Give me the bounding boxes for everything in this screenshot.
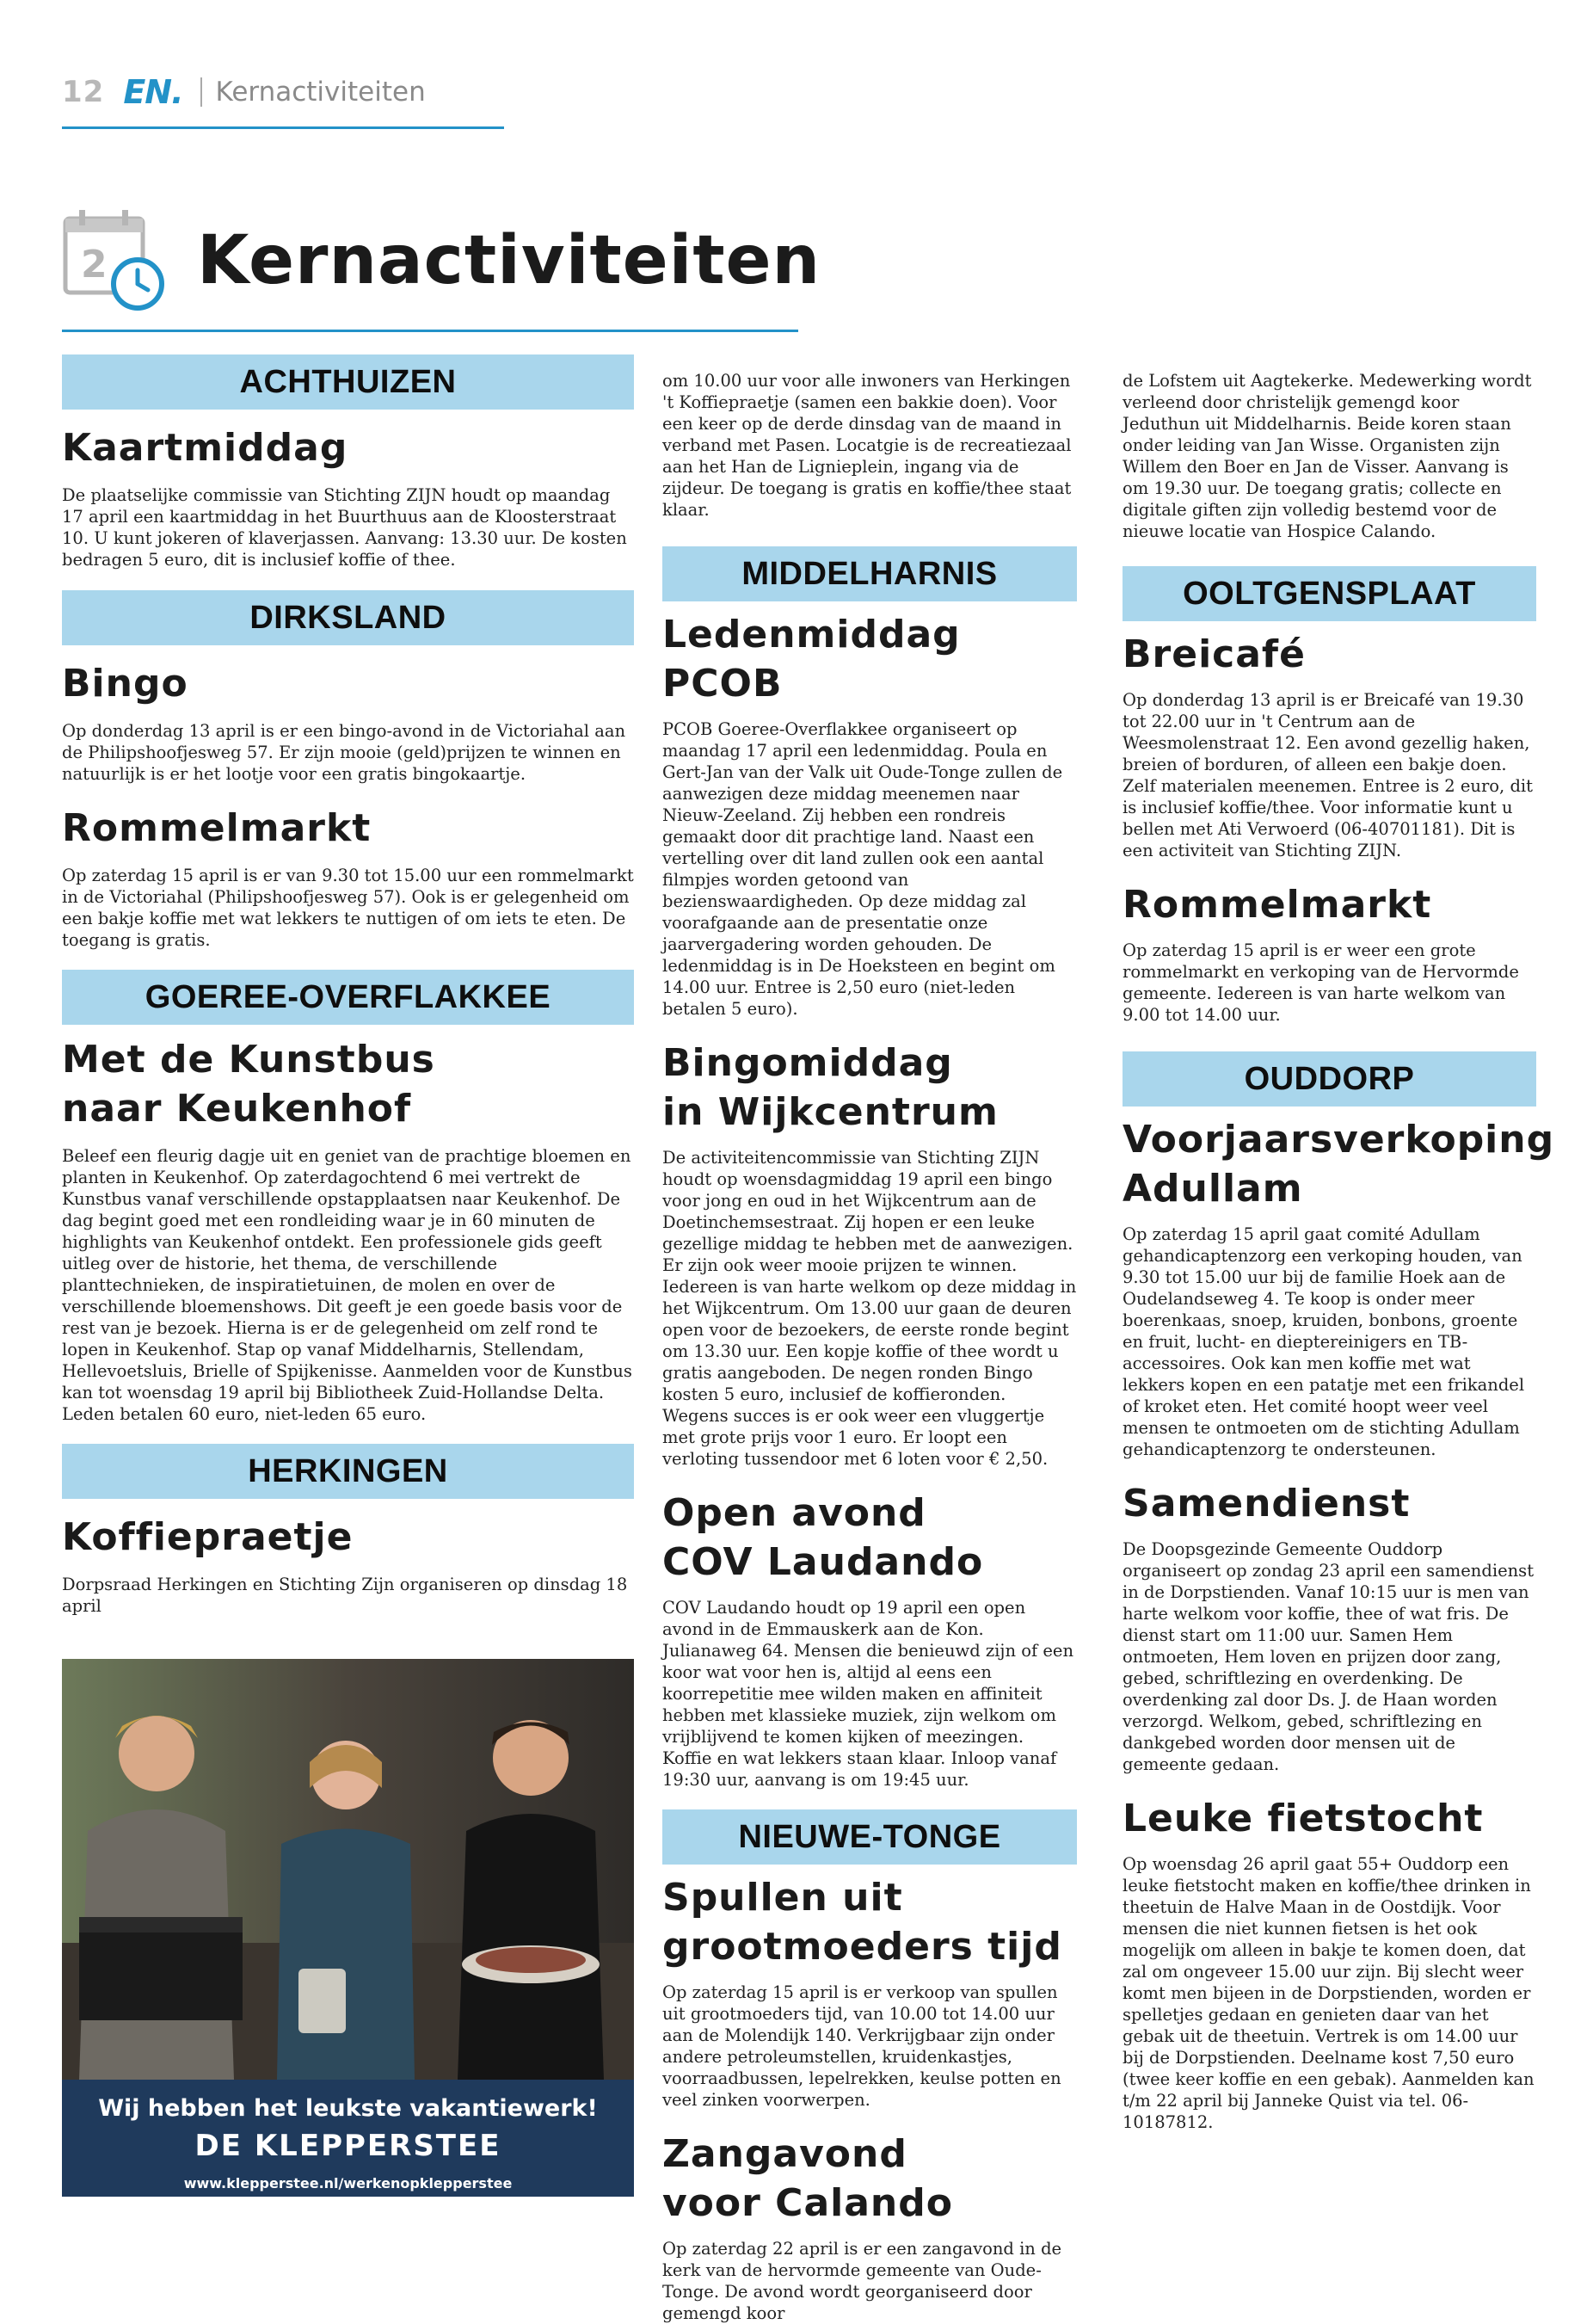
article-body: De activiteitencommissie van Stichting ZIJN houdt op woensdagmiddag 19 april een bingo voor jong en oud in het Wijkcentrum aan de Doetinchemsestraat. Zij hopen er een leuke gezellige middag te hebben met de aanwezigen. Er zijn ook weer mooie prijzen te winnen. Iedereen is van harte welkom op deze middag in het Wijkcentrum. Om 13.00 uur gaan de deuren open voor de bezoekers, de eerste ronde begint om 13.30 uur. Een kopje koffie of thee wordt u gratis aangeboden. De negen ronden Bingo kosten 5 euro, inclusief de koffieronden. Wegens succes is er ook weer een vluggertje met grote prijs voor 1 euro. Er loopt een verloting tussendoor met 6 loten voor € 2,50. bbox=[662, 1148, 1077, 1469]
calendar-digit: 2 bbox=[81, 243, 108, 287]
ad-slogan: Wij hebben het leukste vakantiewerk! bbox=[98, 2095, 598, 2122]
article-body: COV Laudando houdt op 19 april een open avond in de Emmauskerk aan de Kon. Julianaweg 64. Mensen die benieuwd zijn of een koor wat voor hen is, altijd al eens een koorrepetitie mee wilden maken en affiniteit hebben met klassieke muziek, zijn welkom om vrijblijvend te komen kijken of meezingen. Koffie en wat lekkers staan klaar. Inloop vanaf 19:30 uur, aanvang is om 19:45 uur. bbox=[662, 1598, 1074, 1790]
column-3 bbox=[1123, 354, 1555, 2133]
ad-url[interactable]: www.klepperstee.nl/werkenopklepperstee bbox=[183, 2175, 513, 2191]
article-body-continued: de Lofstem uit Aagtekerke. Medewerking wordt verleend door christelijk gemengd koor Jeduthun uit Middelharnis. Beide koren staan onder leiding van Jan Wisse. Organisten zijn Willem den Boer en Jan de Visser. Aanvang is om 19.30 uur. De toegang gratis; collecte en digitale giften zijn volledig bestemd voor de nieuwe locatie van Hospice Calando. bbox=[1123, 371, 1532, 541]
article-title: Samendienst bbox=[1123, 1482, 1411, 1526]
calendar-clock-icon bbox=[62, 207, 169, 314]
title-rule bbox=[62, 330, 798, 332]
article-title: Bingo bbox=[62, 662, 188, 706]
article-title-line: COV Laudando bbox=[662, 1540, 984, 1584]
article-body: Op donderdag 13 april is er een bingo-avond in de Victoriahal aan de Philipshoofjesweg 57. Er zijn mooie (geld)prijzen te winnen en natuurlijk is er het lootje voor een gratis bingokaartje. bbox=[62, 721, 626, 784]
article-title-line: grootmoeders tijd bbox=[662, 1925, 1062, 1969]
article-title: Ledenmiddag PCOB bbox=[662, 613, 961, 706]
article-body: Op zaterdag 15 april is er weer een grote rommelmarkt en verkoping van de Hervormde gemeente. Iedereen is van harte welkom van 9.00 tot 14.00 uur. bbox=[1123, 940, 1519, 1025]
article-title-line: voor Calando bbox=[662, 2181, 953, 2225]
article-title: Breicafé bbox=[1123, 632, 1306, 676]
region-band-ouddorp: OUDDORP bbox=[1123, 1051, 1536, 1107]
page-number: 12 bbox=[62, 75, 105, 109]
article-title-line: Met de Kunstbus bbox=[62, 1038, 435, 1082]
region-band-middelharnis: MIDDELHARNIS bbox=[662, 546, 1077, 601]
ad-brand: DE KLEPPERSTEE bbox=[194, 2129, 501, 2163]
column-1 bbox=[62, 354, 634, 1617]
article-body: Op donderdag 13 april is er Breicafé van 19.30 tot 22.00 uur in 't Centrum aan de Weesmolenstraat 12. Een avond gezellig haken, breien of borduren, of alleen een bakje doen. Zelf materialen meenemen. Entree is 2 euro, dit is inclusief koffie/thee. Voor informatie kunt u bellen met Ati Verwoerd (06-40701181). Dit is een activiteit van Stichting ZIJN. bbox=[1123, 690, 1533, 860]
article-body: De Doopsgezinde Gemeente Ouddorp organiseert op zondag 23 april een samendienst in de Dorpstienden. Vanaf 10:15 uur is men van harte welkom voor koffie, thee of wat fris. De dienst start om 11:00 uur. Samen Hem ontmoeten, Hem loven en prijzen door zang, gebed, schriftlezing en overdenking. De overdenking zal door Ds. J. de Haan worden verzorgd. Welkom, gebed, schriftlezing en dankgebed worden door mensen uit de gemeente gedaan. bbox=[1123, 1539, 1535, 1774]
article-body: PCOB Goeree-Overflakkee organiseert op maandag 17 april een ledenmiddag. Poula en Gert-Jan van der Valk uit Oude-Tonge zullen de aanwezigen deze middag meenemen naar Nieuw-Zeeland. Zij hebben een rondreis gemaakt door dit prachtige land. Naast een vertelling over dit land zullen ook een aantal filmpjes worden getoond van bezienswaardigheden. Op deze middag zal voorafgaande aan de presentatie onze jaarvergadering worden gehouden. De ledenmiddag is in De Hoeksteen en begint om 14.00 uur. Entree is 2,50 euro (niet-leden betalen 5 euro). bbox=[662, 719, 1063, 1019]
article-body: Op zaterdag 15 april is er van 9.30 tot 15.00 uur een rommelmarkt in de Victoriahal (Philipshoofjesweg 57). Ook is er gelegenheid om een bakje koffie met wat lekkers te nuttigen of om iets te eten. De toegang is gratis. bbox=[62, 866, 634, 950]
region-band-achthuizen: ACHTHUIZEN bbox=[62, 354, 634, 410]
region-band-dirksland: DIRKSLAND bbox=[62, 590, 634, 645]
article-title-line: Voorjaarsverkoping bbox=[1123, 1118, 1555, 1162]
article-body-continued: om 10.00 uur voor alle inwoners van Herkingen 't Koffiepraetje (samen een bakkie doen). Voor een keer op de derde dinsdag van de maand in verband met Pasen. Locatgie is de recreatiezaal aan het Han de Lignieplein, ingang via de zijdeur. De toegang is gratis en koffie/thee staat klaar. bbox=[662, 371, 1072, 520]
advertisement[interactable] bbox=[62, 1659, 634, 2197]
article-body: Op zaterdag 22 april is er een zangavond in de kerk van de hervormde gemeente van Oude-Tonge. De avond wordt georganiseerd door gemengd koor bbox=[662, 2239, 1062, 2323]
article-title-line: Spullen uit bbox=[662, 1876, 903, 1920]
region-band-nieuwe-tonge: NIEUWE-TONGE bbox=[662, 1809, 1077, 1865]
region-band-herkingen: HERKINGEN bbox=[62, 1444, 634, 1499]
publication-logo: EN. bbox=[123, 73, 183, 111]
article-title-line: naar Keukenhof bbox=[62, 1087, 412, 1131]
article-body: Op zaterdag 15 april gaat comité Adullam gehandicaptenzorg een verkoping houden, van 9.30 tot 15.00 uur bij de familie Hoek aan de Oudelandseweg 4. Te koop is onder meer boerenkaas, snoep, kruiden, bonbons, groente en fruit, lucht- en dieptereinigers en TB-accessoires. Ook kan men koffie met wat lekkers kopen en een patatje met een frikandel of kroket eten. Het comité hoopt weer veel mensen te ontmoeten om de stichting Adullam gehandicaptenzorg te ondersteunen. bbox=[1123, 1224, 1525, 1459]
article-title: Koffiepraetje bbox=[62, 1515, 354, 1559]
article-body: Op zaterdag 15 april is er verkoop van spullen uit grootmoeders tijd, van 10.00 tot 14.00 uur aan de Molendijk 140. Verkrijgbaar zijn onder andere petroleumstellen, kruidenkastjes, voorraadbussen, lepelrekken, keulse potten en veel zinken voorwerpen. bbox=[662, 1982, 1061, 2110]
region-band-goeree-overflakkee: GOEREE-OVERFLAKKEE bbox=[62, 970, 634, 1025]
article-title-line: Adullam bbox=[1123, 1167, 1303, 1211]
ad-photo bbox=[62, 1659, 634, 2080]
header-separator bbox=[200, 77, 202, 107]
article-title: Rommelmarkt bbox=[1123, 883, 1432, 927]
article-title-line: in Wijkcentrum bbox=[662, 1090, 999, 1134]
section-name: Kernactiviteiten bbox=[215, 77, 426, 108]
ad-footer[interactable] bbox=[62, 2080, 634, 2197]
article-body: Beleef een fleurig dagje uit en geniet van de prachtige bloemen en planten in Keukenhof. Op zaterdagochtend 6 mei vertrekt de Kunstbus vanaf verschillende opstapplaatsen naar Keukenhof. De dag begint goed met een rondleiding waar je in 60 minuten de highlights van Keukenhof ontdekt. Een professionele gids geeft uitleg over de historie, het thema, de verschillende planttechnieken, de inspiratietuinen, de molen en over de verschillende bloemenshows. Dit geeft je een goede basis voor de rest van je bezoek. Hierna is er de gelegenheid om zelf rond te lopen in Keukenhof. Stap op vanaf Middelharnis, Stellendam, Hellevoetsluis, Brielle of Spijkenisse. Aanmelden voor de Kunstbus kan tot woensdag 19 april bij Bibliotheek Zuid-Hollandse Delta. Leden betalen 60 euro, niet-leden 65 euro. bbox=[62, 1146, 632, 1424]
article-title: Rommelmarkt bbox=[62, 806, 372, 850]
column-2 bbox=[662, 354, 1077, 2324]
page-header bbox=[62, 71, 426, 114]
region-band-ooltgensplaat: OOLTGENSPLAAT bbox=[1123, 566, 1536, 621]
header-rule bbox=[62, 126, 504, 129]
article-title: Leuke fietstocht bbox=[1123, 1797, 1484, 1840]
page-title: Kernactiviteiten bbox=[197, 221, 821, 299]
article-title: Kaartmiddag bbox=[62, 426, 348, 470]
article-title-line: Bingomiddag bbox=[662, 1041, 953, 1085]
article-body: De plaatselijke commissie van Stichting ZIJN houdt op maandag 17 april een kaartmiddag in het Buurthuus aan de Kloosterstraat 10. U kunt jokeren of klaverjassen. Aanvang: 13.30 uur. De kosten bedragen 5 euro, dit is inclusief koffie of thee. bbox=[62, 485, 627, 570]
article-body: Op woensdag 26 april gaat 55+ Ouddorp een leuke fietstocht maken en koffie/thee drinken in theetuin de Halve Maan in de Oostdijk. Voor mensen die niet kunnen fietsen is het ook mogelijk om alleen in bakje te komen doen, dat zal om ongeveer 15.00 uur zijn. Bij slecht weer komt men bijeen in de Dorpstienden, worden er spelletjes gedaan en genieten daar van het gebak uit de theetuin. Vertrek is om 14.00 uur bij de Dorpstienden. Deelname kost 7,50 euro (twee keer koffie en een gebak). Aanmelden kan t/m 22 april bij Janneke Quist via tel. 06-10187812. bbox=[1123, 1854, 1535, 2132]
article-body: Dorpsraad Herkingen en Stichting Zijn organiseren op dinsdag 18 april bbox=[62, 1575, 628, 1616]
article-title-line: Zangavond bbox=[662, 2132, 907, 2176]
article-title-line: Open avond bbox=[662, 1491, 926, 1535]
title-block bbox=[62, 207, 821, 314]
